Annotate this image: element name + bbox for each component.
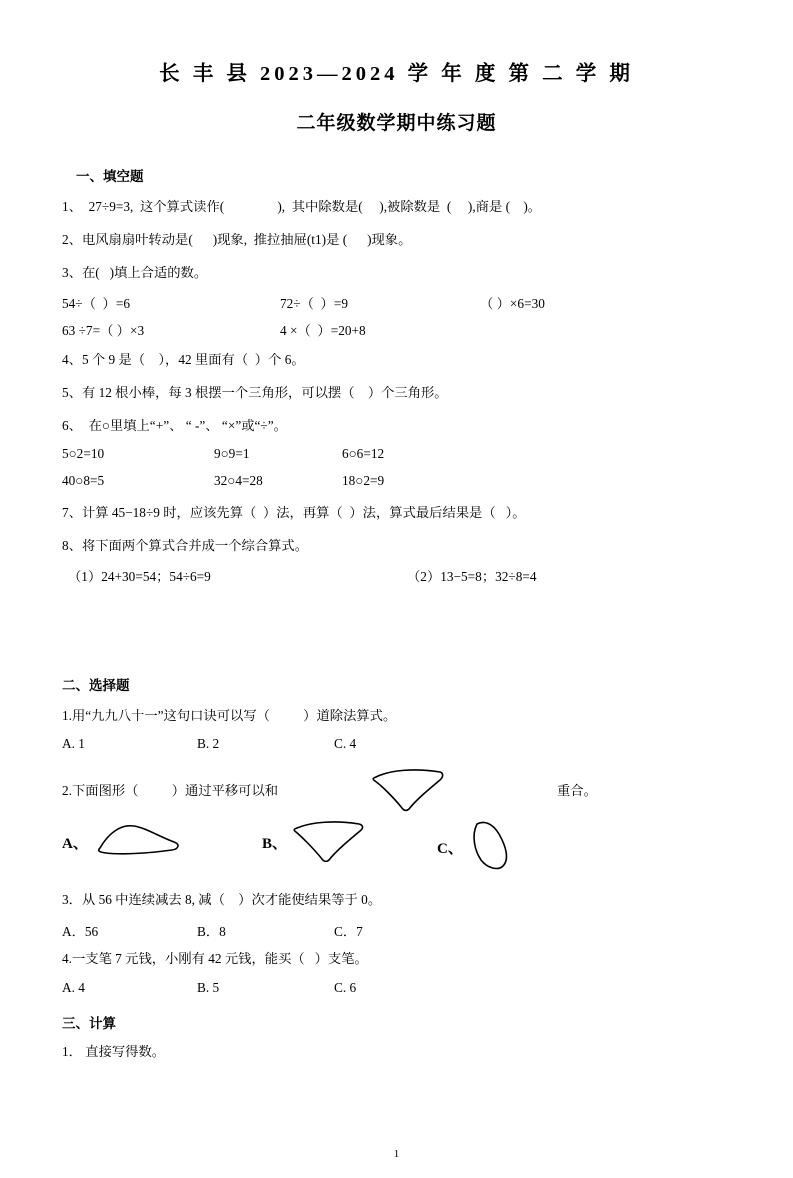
choice-question-4-options <box>62 980 731 998</box>
choice-q4-option-b[interactable]: B. 5 <box>197 980 220 996</box>
choice-q4-option-a[interactable]: A. 4 <box>62 980 85 996</box>
fill-q3-r1-c: （ ）×6=30 <box>480 295 545 311</box>
choice-question-3-options <box>62 921 731 939</box>
fill-q6-r1-a: 5○2=10 <box>62 445 105 461</box>
fill-question-4: 4、5 个 9 是（ ），42 里面有（ ）个 6。 <box>62 351 305 367</box>
section-heading-calculation: 三、计算 <box>62 1016 116 1032</box>
choice-q2-option-a[interactable] <box>62 818 184 867</box>
fill-question-5: 5、有 12 根小棒，每 3 根摆一个三角形，可以摆（ ）个三角形。 <box>62 384 448 400</box>
worksheet-page <box>0 56 793 1178</box>
choice-question-1: 1.用“九九八十一”这句口诀可以写（ ）道除法算式。 <box>62 707 397 723</box>
choice-q2-option-b[interactable] <box>262 818 369 867</box>
choice-question-3: 3．从 56 中连续减去 8, 减（ ）次才能使结果等于 0。 <box>62 892 382 908</box>
fill-question-1: 1、 27÷9=3, 这个算式读作( ), 其中除数是( ),被除数是 ( ),商是 ( )。 <box>62 199 542 214</box>
choice-q1-option-b[interactable]: B. 2 <box>197 736 220 752</box>
fill-q6-r2-b: 32○4=28 <box>214 472 263 488</box>
choice-q1-option-c[interactable]: C. 4 <box>334 736 357 752</box>
fill-q6-r2-a: 40○8=5 <box>62 472 105 488</box>
fill-question-3-row-1 <box>62 293 731 311</box>
fill-question-3-row-2 <box>62 320 731 338</box>
choice-q4-option-c[interactable]: C. 6 <box>334 980 357 996</box>
choice-q2-option-b-label: B、 <box>262 836 288 853</box>
fill-q3-r2-b: 4 ×（ ）=20+8 <box>280 322 366 338</box>
heart-shape-b-icon <box>291 818 369 867</box>
leaf-shape-c-icon <box>467 818 515 877</box>
fill-question-6: 6、 在○里填上“+”、 “ -”、 “×”或“÷”。 <box>62 417 287 433</box>
fill-question-3: 3、在( )填上合适的数。 <box>62 264 208 280</box>
fill-q3-r1-a: 54÷（ ）=6 <box>62 295 130 311</box>
page-title-line2: 二年级数学期中练习题 <box>296 113 497 134</box>
fill-q6-r2-c: 18○2=9 <box>342 472 385 488</box>
fill-q3-r2-a: 63 ÷7=（ ）×3 <box>62 322 145 338</box>
section-heading-multiple-choice: 二、选择题 <box>62 677 130 693</box>
blank-work-space <box>62 584 731 644</box>
choice-q3-option-a[interactable]: A．56 <box>62 924 99 940</box>
calc-question-1: 1． 直接写得数。 <box>62 1044 166 1060</box>
fill-question-6-row-2 <box>62 473 731 491</box>
heart-shape-icon <box>370 766 448 816</box>
fill-q3-r1-b: 72÷（ ）=9 <box>280 295 348 311</box>
choice-question-2-shape-options <box>62 818 731 878</box>
choice-q3-option-b[interactable]: B．8 <box>197 924 226 940</box>
fill-q6-r1-b: 9○9=1 <box>214 445 250 461</box>
choice-q2-text-before: 2.下面图形（ ）通过平移可以和 <box>62 783 279 799</box>
choice-q2-option-c[interactable] <box>437 818 515 877</box>
choice-q2-option-a-label: A、 <box>62 836 88 853</box>
fill-q8-b: （2）13−5=8；32÷8=4 <box>407 568 537 584</box>
fill-question-8-row <box>62 566 731 584</box>
fill-q8-a: （1）24+30=54；54÷6=9 <box>68 568 211 584</box>
fill-question-6-row-1 <box>62 446 731 464</box>
choice-question-1-options <box>62 736 731 754</box>
fill-question-2: 2、电风扇扇叶转动是( )现象, 推拉抽屉(t1)是 ( )现象。 <box>62 231 412 247</box>
fill-question-8: 8、将下面两个算式合并成一个综合算式。 <box>62 537 308 553</box>
section-heading-fill-in-blank: 一、填空题 <box>76 169 144 184</box>
choice-q1-option-a[interactable]: A. 1 <box>62 736 85 752</box>
choice-question-4: 4.一支笔 7 元钱，小刚有 42 元钱，能买（ ）支笔。 <box>62 951 368 967</box>
page-number: 1 <box>393 1148 400 1160</box>
choice-q3-option-c[interactable]: C．7 <box>334 924 363 940</box>
choice-question-2 <box>62 766 731 812</box>
choice-q2-option-c-label: C、 <box>437 841 463 858</box>
choice-q2-text-after: 重合。 <box>557 783 597 799</box>
blob-shape-a-icon <box>92 818 184 867</box>
fill-question-7: 7、计算 45−18÷9 时，应该先算（ ）法，再算（ ）法，算式最后结果是（ ）。 <box>62 504 526 520</box>
page-title-line1: 长 丰 县 2023—2024 学 年 度 第 二 学 期 <box>159 63 634 85</box>
fill-q6-r1-c: 6○6=12 <box>342 445 385 461</box>
